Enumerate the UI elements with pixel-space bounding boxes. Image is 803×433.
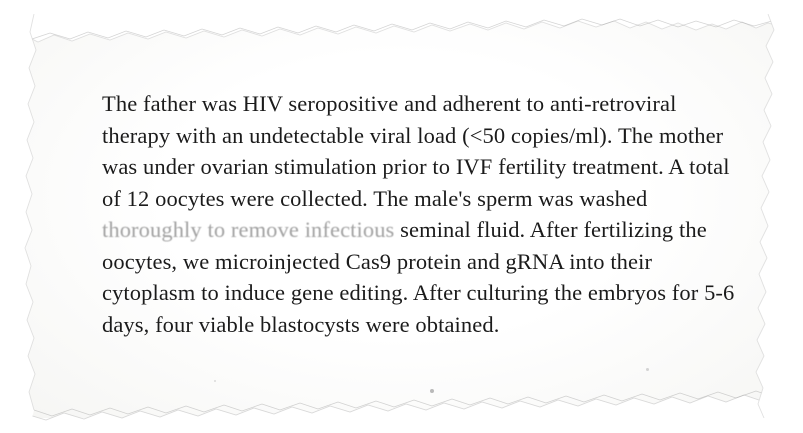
torn-paper-strip [26, 14, 778, 418]
clinical-case-paragraph [102, 88, 742, 340]
paragraph-segment-before-faded: The father was HIV seropositive and adherent to anti-retroviral therapy with an undetectable viral load (<50 copies/ml). The mother was under ovarian stimulation prior to IVF fertility treatment. A total of 12 oocytes were collected. The male's sperm was washed [102, 91, 730, 211]
paragraph-text-block [102, 88, 742, 340]
paragraph-segment-faded: thoroughly to remove infectious [102, 217, 395, 242]
paragraph-segment-after-faded: seminal fluid. After fertilizing the oocytes, we microinjected Cas9 protein and gRNA into their cytoplasm to induce gene editing. After culturing the embryos for 5-6 days, four viable blastocysts were obtained. [102, 217, 735, 337]
